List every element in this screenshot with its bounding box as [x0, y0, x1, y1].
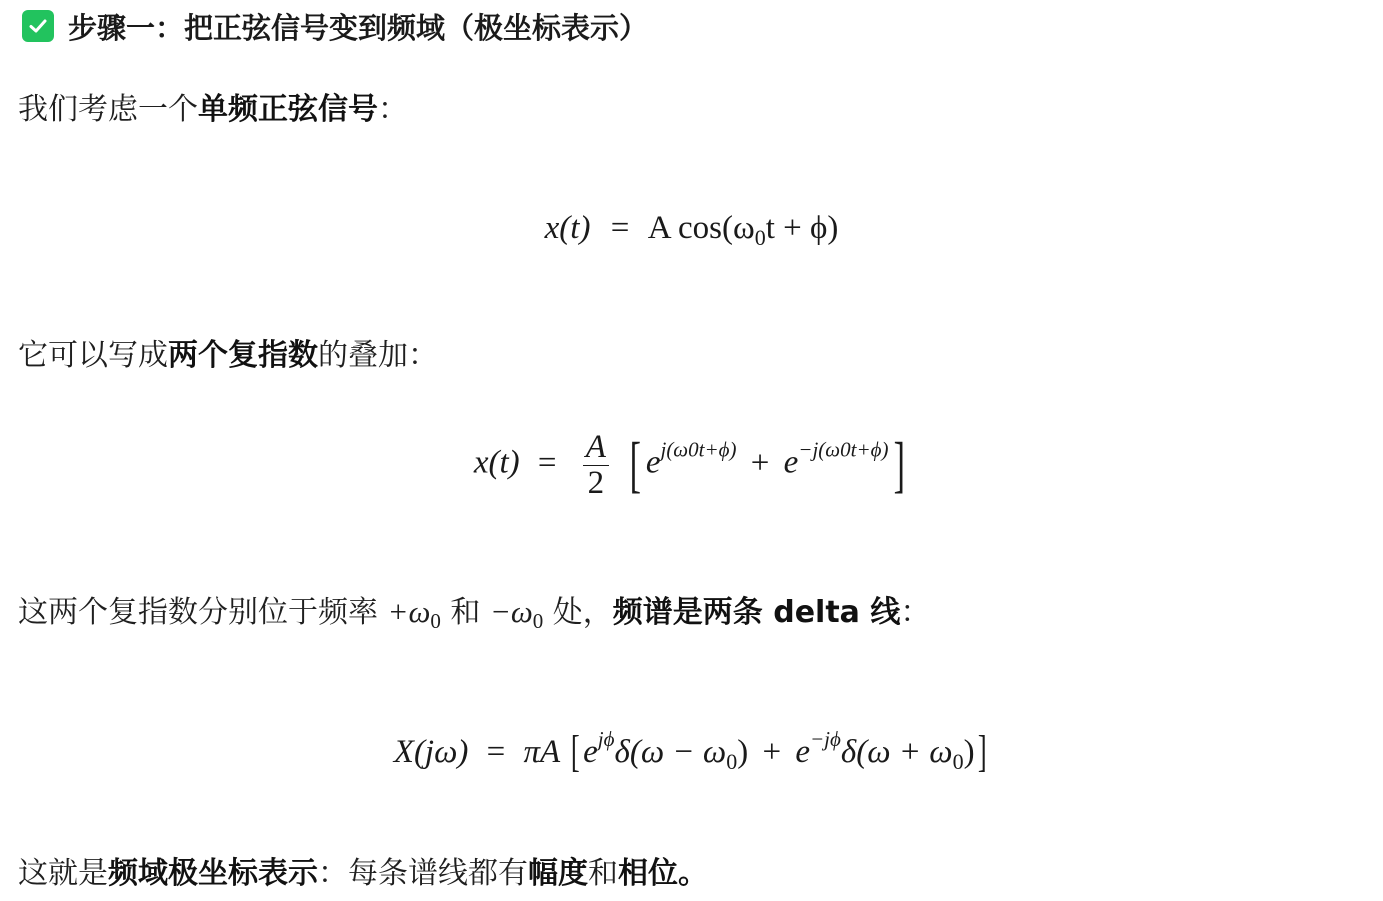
paragraph-spectrum-lines: 这两个复指数分别位于频率 $+\omega_0$ 和 $-\omega_0$ 处，频谱是两条 delta 线：	[18, 594, 931, 633]
equation-fourier-transform: X(jω) = πA $[e^{j\phi}\delta(\omega - \omega_0) + e^{-j\phi}\delta(\omega + \omega_0)]$	[393, 727, 987, 776]
paragraph-conclusion: 这就是频域极坐标表示：每条谱线都有幅度和相位。	[18, 856, 708, 891]
emphasis-magnitude: 幅度	[528, 856, 588, 891]
paragraph-complex-exp: 它可以写成两个复指数的叠加：	[18, 338, 438, 373]
checkbox-checked-icon	[22, 10, 54, 42]
equation-euler-expansion: x(t) = $\frac{A}{2}$ [ $e^{j(\omega 0t+\phi)} + e^{-j(\omega 0t+\phi)}$]	[473, 429, 905, 501]
paragraph-intro: 我们考虑一个单频正弦信号：	[18, 92, 408, 127]
equation-sine-signal: x(t) = A $\cos(\omega_0t + \phi)$	[544, 210, 839, 250]
emphasis-two-complex-exp: 两个复指数	[168, 338, 318, 373]
section-heading	[22, 6, 648, 46]
heading-text: 步骤一：把正弦信号变到频域（极坐标表示）	[68, 10, 649, 45]
fraction-a-over-2: $\frac{A}{2}$	[583, 430, 609, 500]
emphasis-phase: 相位。	[618, 856, 708, 891]
emphasis-polar-representation: 频域极坐标表示	[108, 856, 318, 891]
emphasis-delta-lines: 频谱是两条 delta 线	[612, 595, 901, 630]
emphasis-single-sine: 单频正弦信号	[198, 92, 378, 127]
